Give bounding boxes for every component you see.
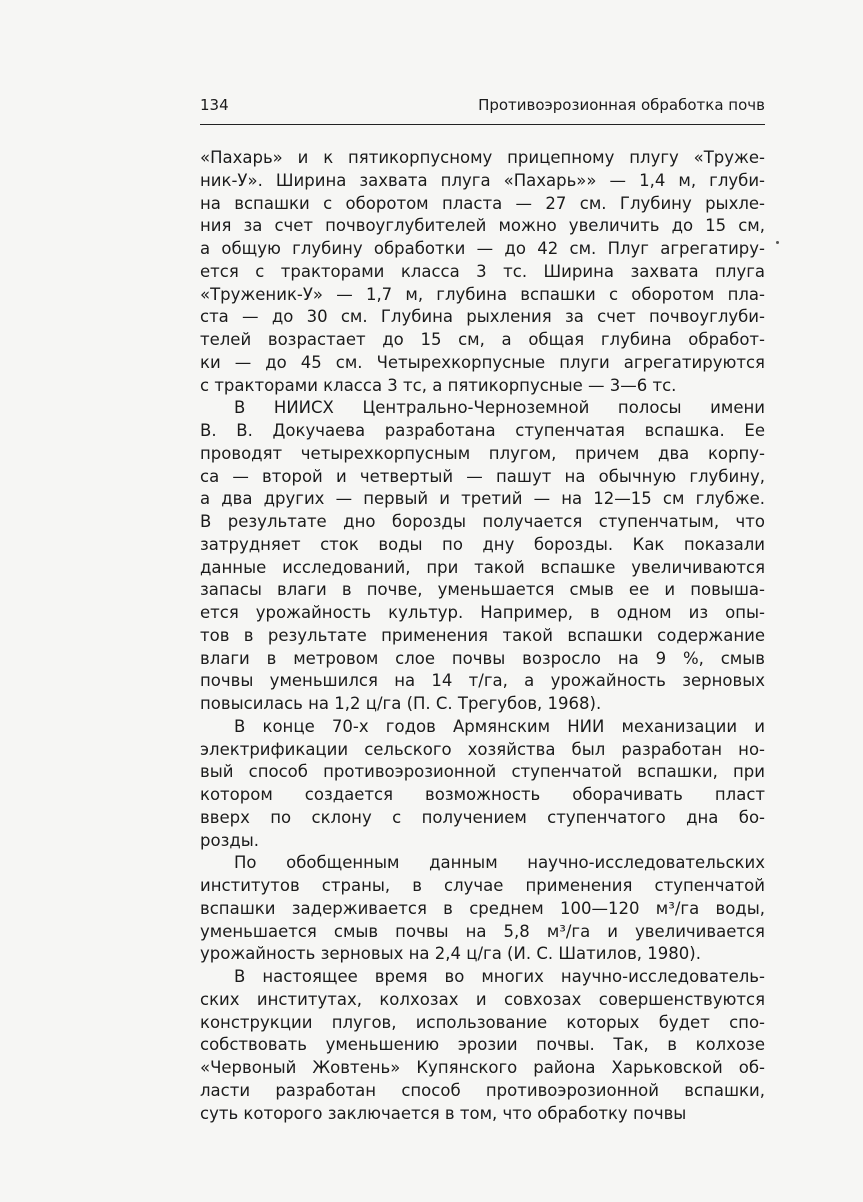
- text-line: на вспашки с оборотом пласта — 27 см. Глубину рыхле-: [200, 193, 765, 213]
- text-line: В результате дно борозды получается ступенчатым, что: [200, 512, 765, 531]
- text-line: са — второй и четвертый — пашут на обычную глубину,: [200, 466, 765, 486]
- text-line: В. В. Докучаева разработана ступенчатая вспашка. Ее: [200, 421, 765, 440]
- text-line: институтов страны, в случае применения ступенчатой: [200, 876, 765, 895]
- text-line: тов в результате применения такой вспашки содержание: [200, 625, 765, 645]
- paragraph: [200, 852, 765, 966]
- text-line: котором создается возможность оборачивать пласт: [200, 785, 765, 804]
- text-line: затрудняет сток воды по дну борозды. Как показали: [200, 534, 765, 554]
- text-line: суть которого заключается в том, что обработку почвы: [200, 1103, 687, 1123]
- text-line: «Труженик-У» — 1,7 м, глубина вспашки с оборотом пла-: [200, 284, 765, 304]
- text-line: По обобщенным данным научно-исследовательских: [234, 853, 765, 873]
- text-line: а два других — первый и третий — на 12—15 см глубже.: [200, 489, 765, 509]
- paragraph: [200, 966, 765, 1125]
- text-line: проводят четырехкорпусным плугом, причем два корпу-: [200, 443, 765, 463]
- running-title: Противоэрозионная обработка почв: [478, 96, 765, 114]
- text-line: «Пахарь» и к пятикорпусному прицепному плугу «Труже-: [200, 148, 765, 167]
- text-line: урожайность зерновых на 2,4 ц/га (И. С. Шатилов, 1980).: [200, 944, 701, 964]
- text-line: В конце 70-х годов Армянским НИИ механизации и: [234, 716, 765, 736]
- text-line: В настоящее время во многих научно-исследователь-: [234, 967, 765, 986]
- text-line: с тракторами класса 3 тс, а пятикорпусные — 3—6 тс.: [200, 375, 677, 395]
- text-line: телей возрастает до 15 см, а общая глубина обработ-: [200, 330, 765, 349]
- paragraph: [200, 397, 765, 716]
- text-line: ки — до 45 см. Четырехкорпусные плуги агрегатируются: [200, 352, 765, 372]
- text-line: ник-У». Ширина захвата плуга «Пахарь»» — 1,4 м, глуби-: [200, 170, 765, 190]
- page-number: 134: [200, 96, 229, 114]
- text-line: уменьшается смыв почвы на 5,8 м³/га и увеличивается: [200, 921, 765, 941]
- text-line: конструкции плугов, использование которых будет спо-: [200, 1012, 765, 1032]
- text-line: а общую глубину обработки — до 42 см. Плуг агрегатиру-: [200, 239, 765, 258]
- page-header: [200, 96, 765, 120]
- paragraph: [200, 147, 765, 397]
- text-line: В НИИСХ Центрально-Черноземной полосы имени: [234, 398, 765, 418]
- text-line: ния за счет почвоуглубителей можно увеличить до 15 см,: [200, 216, 765, 236]
- text-line: собствовать уменьшению эрозии почвы. Так, в колхозе: [200, 1035, 765, 1055]
- text-line: вверх по склону с получением ступенчатого дна бо-: [200, 807, 765, 827]
- text-line: повысилась на 1,2 ц/га (П. С. Трегубов, 1968).: [200, 694, 602, 713]
- text-line: ется с тракторами класса 3 тс. Ширина захвата плуга: [200, 261, 765, 281]
- text-line: данные исследований, при такой вспашке увеличиваются: [200, 557, 765, 577]
- text-line: ласти разработан способ противоэрозионной вспашки,: [200, 1080, 765, 1100]
- paragraph: [200, 716, 765, 853]
- text-line: розды.: [200, 830, 260, 850]
- text-line: ских институтах, колхозах и совхозах совершенствуются: [200, 989, 765, 1009]
- text-line: электрификации сельского хозяйства был разработан но-: [200, 739, 765, 759]
- text-line: запасы влаги в почве, уменьшается смыв ее и повыша-: [200, 580, 765, 600]
- text-line: влаги в метровом слое почвы возросло на 9 %, смыв: [200, 648, 765, 668]
- scan-speck: [776, 241, 779, 244]
- body-text: [200, 147, 765, 1125]
- text-line: ста — до 30 см. Глубина рыхления за счет почвоуглуби-: [200, 307, 765, 327]
- text-line: ется урожайность культур. Например, в одном из опы-: [200, 603, 765, 622]
- text-line: «Червоный Жовтень» Купянского района Харьковской об-: [200, 1058, 765, 1077]
- text-line: вспашки задерживается в среднем 100—120 м³/га воды,: [200, 898, 765, 918]
- header-rule: [200, 124, 765, 125]
- text-line: вый способ противоэрозионной ступенчатой вспашки, при: [200, 762, 765, 782]
- text-line: почвы уменьшился на 14 т/га, а урожайность зерновых: [200, 671, 765, 691]
